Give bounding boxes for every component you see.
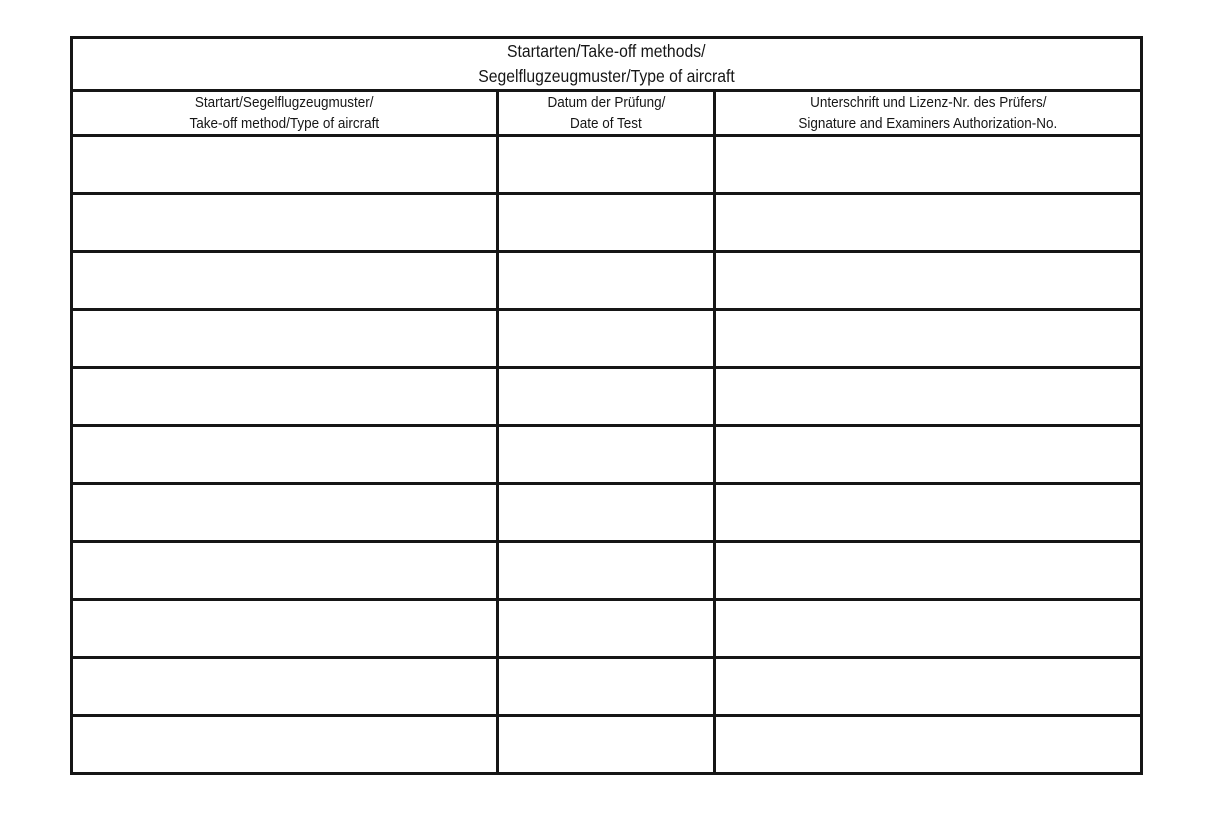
- table-row: [72, 252, 1142, 310]
- table-row: [72, 716, 1142, 774]
- cell-takeoff-method: [72, 542, 498, 600]
- table-row: [72, 368, 1142, 426]
- cell-signature: [715, 600, 1142, 658]
- cell-date-of-test: [497, 716, 714, 774]
- cell-signature: [715, 658, 1142, 716]
- table-title-line-2: Segelflugzeugmuster/Type of aircraft: [478, 66, 735, 86]
- cell-signature: [715, 194, 1142, 252]
- cell-date-of-test: [497, 484, 714, 542]
- table-row: [72, 194, 1142, 252]
- table-row: [72, 310, 1142, 368]
- column-header-date-of-test: Datum der Prüfung/ Date of Test: [497, 91, 714, 136]
- table-row: [72, 658, 1142, 716]
- cell-takeoff-method: [72, 600, 498, 658]
- cell-takeoff-method: [72, 368, 498, 426]
- cell-takeoff-method: [72, 426, 498, 484]
- cell-signature: [715, 252, 1142, 310]
- table-row: [72, 136, 1142, 194]
- cell-signature: [715, 368, 1142, 426]
- cell-takeoff-method: [72, 136, 498, 194]
- cell-signature: [715, 542, 1142, 600]
- cell-date-of-test: [497, 252, 714, 310]
- table-title-row: [72, 38, 1142, 91]
- cell-date-of-test: [497, 194, 714, 252]
- cell-signature: [715, 484, 1142, 542]
- cell-takeoff-method: [72, 310, 498, 368]
- table-row: [72, 484, 1142, 542]
- cell-signature: [715, 310, 1142, 368]
- cell-takeoff-method: [72, 716, 498, 774]
- table-header-row: [72, 91, 1142, 136]
- cell-takeoff-method: [72, 194, 498, 252]
- cell-signature: [715, 716, 1142, 774]
- cell-date-of-test: [497, 542, 714, 600]
- cell-takeoff-method: [72, 252, 498, 310]
- cell-date-of-test: [497, 368, 714, 426]
- cell-takeoff-method: [72, 658, 498, 716]
- cell-signature: [715, 426, 1142, 484]
- table-title: [72, 38, 1142, 91]
- cell-takeoff-method: [72, 484, 498, 542]
- takeoff-methods-table: [70, 36, 1143, 775]
- table-title-line-1: Startarten/Take-off methods/: [507, 41, 706, 61]
- cell-date-of-test: [497, 310, 714, 368]
- cell-date-of-test: [497, 600, 714, 658]
- table-row: [72, 426, 1142, 484]
- cell-date-of-test: [497, 136, 714, 194]
- cell-date-of-test: [497, 658, 714, 716]
- cell-signature: [715, 136, 1142, 194]
- table-row: [72, 600, 1142, 658]
- table-row: [72, 542, 1142, 600]
- column-header-takeoff-method: Startart/Segelflugzeugmuster/ Take-off method/Type of aircraft: [72, 91, 498, 136]
- cell-date-of-test: [497, 426, 714, 484]
- column-header-signature: Unterschrift und Lizenz-Nr. des Prüfers/ Signature and Examiners Authorization-No.: [715, 91, 1142, 136]
